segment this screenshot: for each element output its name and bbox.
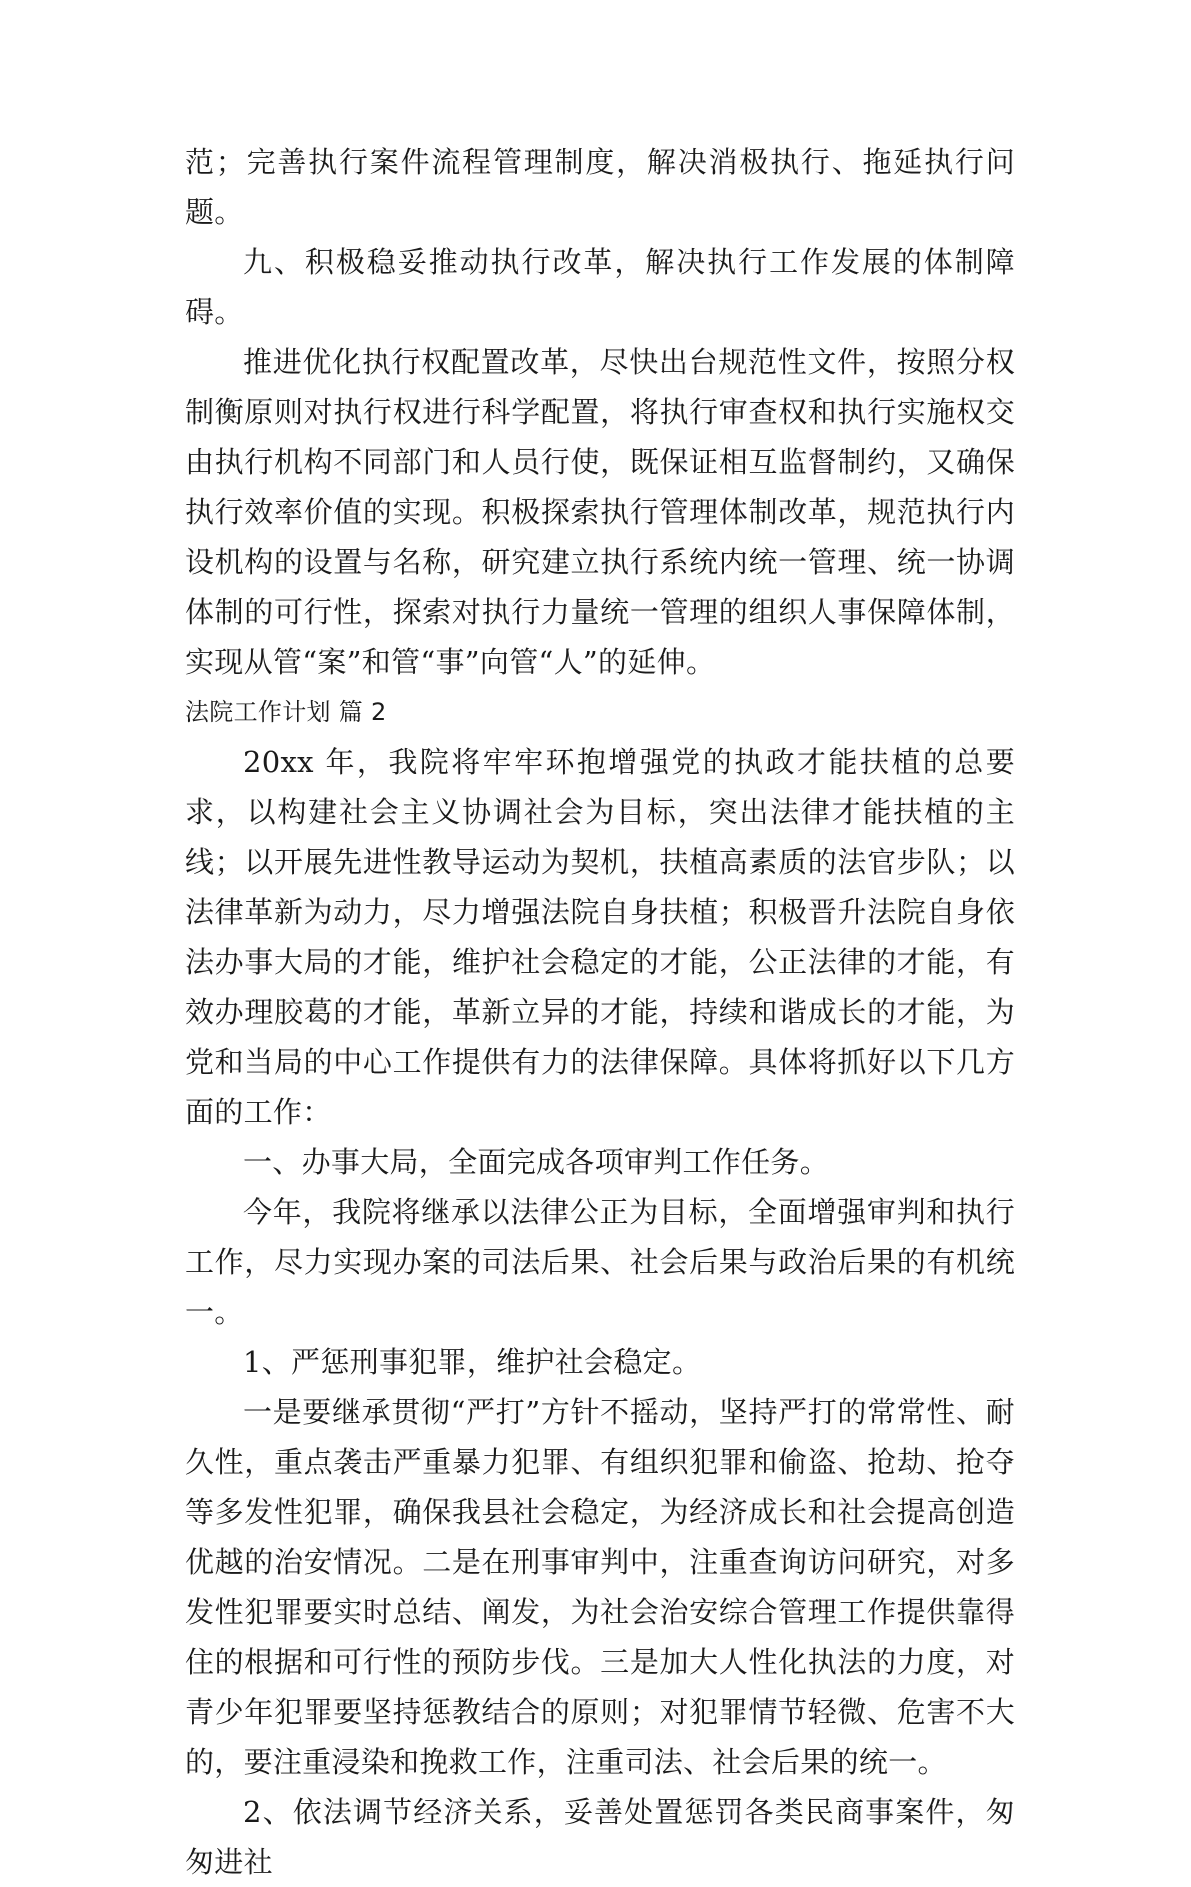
paragraph: 一是要继承贯彻“严打”方针不摇动，坚持严打的常常性、耐久性，重点袭击严重暴力犯罪、有组织犯罪和偷盗、抢劫、抢夺等多发性犯罪，确保我县社会稳定，为经济成长和社会提高创造优越的治安情况。二是在刑事审判中，注重查询访问研究，对多发性犯罪要实时总结、阐发，为社会治安综合管理工作提供靠得住的根据和可行性的预防步伐。三是加大人性化执法的力度，对青少年犯罪要坚持惩教结合的原则；对犯罪情节轻微、危害不大的，要注重浸染和挽救工作，注重司法、社会后果的统一。 (185, 1395, 1015, 1779)
paragraph: 1、严惩刑事犯罪，维护社会稳定。 (243, 1345, 702, 1379)
paragraph: 范；完善执行案件流程管理制度，解决消极执行、拖延执行问题。 (185, 145, 1015, 229)
paragraph: 九、积极稳妥推动执行改革，解决执行工作发展的体制障碍。 (185, 245, 1015, 329)
paragraph: 2、依法调节经济关系，妥善处置惩罚各类民商事案件，匆匆进社 (185, 1795, 1015, 1879)
paragraph: 20xx 年，我院将牢牢环抱增强党的执政才能扶植的总要求，以构建社会主义协调社会为目标，突出法律才能扶植的主线；以开展先进性教导运动为契机，扶植高素质的法官步队；以法律革新为动力，尽力增强法院自身扶植；积极晋升法院自身依法办事大局的才能，维护社会稳定的才能，公正法律的才能，有效办理胶葛的才能，革新立异的才能，持续和谐成长的才能，为党和当局的中心工作提供有力的法律保障。具体将抓好以下几方面的工作： (185, 745, 1015, 1129)
paragraph: 今年，我院将继承以法律公正为目标，全面增强审判和执行工作，尽力实现办案的司法后果、社会后果与政治后果的有机统一。 (185, 1195, 1015, 1329)
document-body (185, 137, 1015, 1887)
section-heading: 法院工作计划 篇 2 (185, 698, 387, 726)
paragraph: 一、办事大局，全面完成各项审判工作任务。 (243, 1145, 830, 1179)
paragraph: 推进优化执行权配置改革，尽快出台规范性文件，按照分权制衡原则对执行权进行科学配置，将执行审查权和执行实施权交由执行机构不同部门和人员行使，既保证相互监督制约，又确保执行效率价值的实现。积极探索执行管理体制改革，规范执行内设机构的设置与名称，研究建立执行系统内统一管理、统一协调体制的可行性，探索对执行力量统一管理的组织人事保障体制，实现从管“案”和管“事”向管“人”的延伸。 (185, 345, 1015, 679)
